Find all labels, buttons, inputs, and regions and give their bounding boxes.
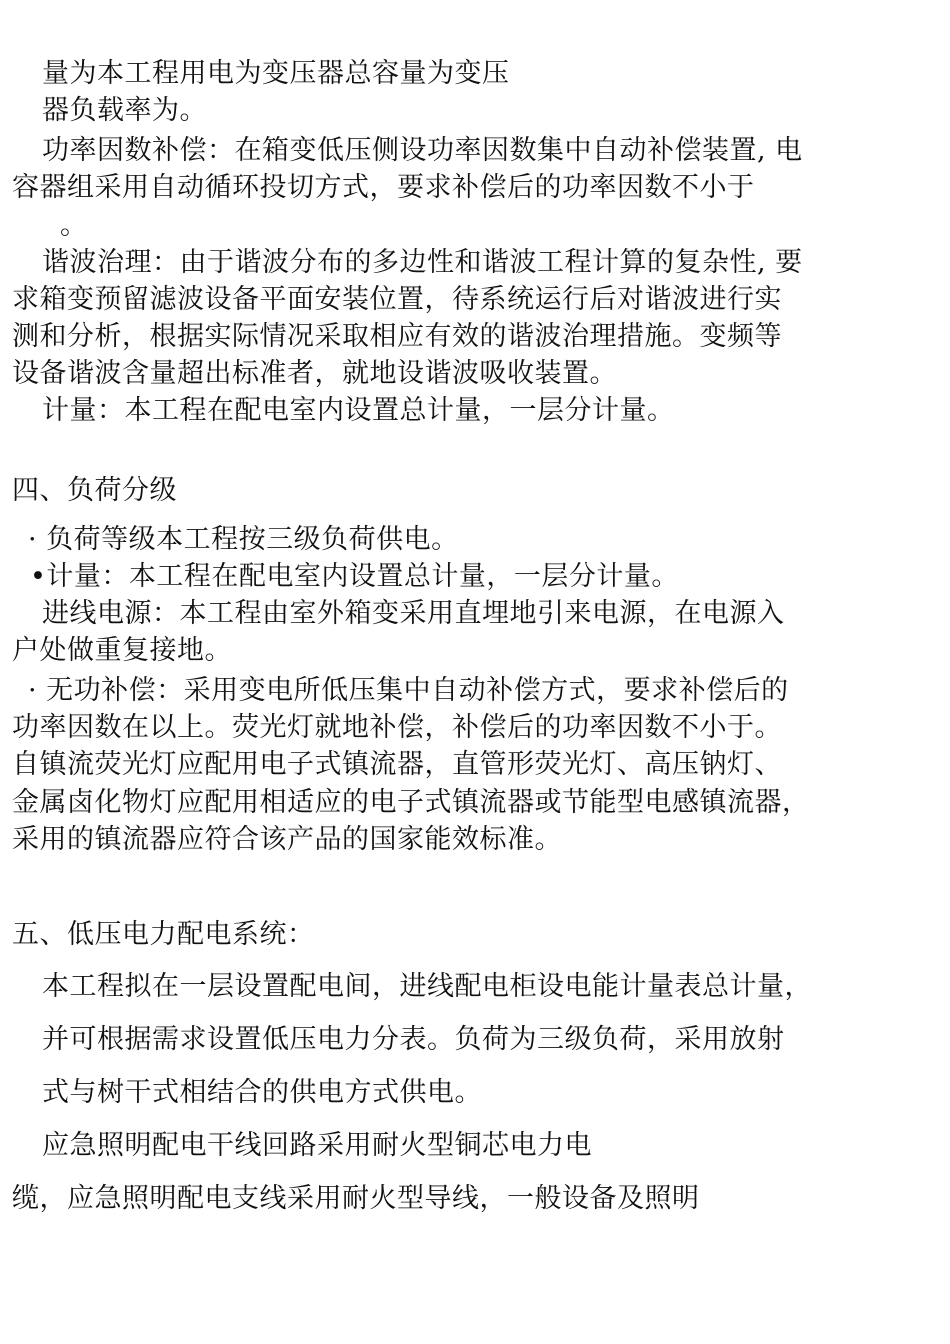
paragraph-line: 式与树干式相结合的供电方式供电。	[42, 1077, 482, 1108]
list-item: •计量：本工程在配电室内设置总计量，一层分计量。	[30, 561, 679, 592]
paragraph-line: 应急照明配电干线回路采用耐火型铜芯电力电	[42, 1130, 592, 1161]
paragraph-line: 求箱变预留滤波设备平面安装位置，待系统运行后对谐波进行实	[12, 284, 782, 315]
paragraph-line: 谐波治理：由于谐波分布的多边性和谐波工程计算的复杂性, 要	[42, 247, 803, 278]
paragraph-line: 设备谐波含量超出标准者，就地设谐波吸收装置。	[12, 358, 617, 389]
paragraph-line: 功率因数补偿：在箱变低压侧设功率因数集中自动补偿装置, 电	[42, 135, 803, 166]
paragraph-line: 本工程拟在一层设置配电间，进线配电柜设电能计量表总计量，	[42, 971, 812, 1002]
paragraph-line: 器负载率为。	[42, 95, 207, 126]
paragraph-line: 功率因数在以上。荧光灯就地补偿，补偿后的功率因数不小于。	[12, 712, 782, 743]
paragraph-line: 自镇流荧光灯应配用电子式镇流器，直管形荧光灯、高压钠灯、	[12, 749, 782, 780]
list-item: · 负荷等级本工程按三级负荷供电。	[28, 524, 459, 555]
paragraph-line: 并可根据需求设置低压电力分表。负荷为三级负荷，采用放射	[42, 1024, 785, 1055]
paragraph-line: 采用的镇流器应符合该产品的国家能效标准。	[12, 824, 562, 855]
paragraph-line: 量为本工程用电为变压器总容量为变压	[42, 58, 510, 89]
paragraph-line: 金属卤化物灯应配用相适应的电子式镇流器或节能型电感镇流器，	[12, 787, 810, 818]
paragraph-line: 计量：本工程在配电室内设置总计量，一层分计量。	[42, 395, 675, 426]
paragraph-line: 测和分析，根据实际情况采取相应有效的谐波治理措施。变频等	[12, 321, 782, 352]
paragraph-line: 缆，应急照明配电支线采用耐火型导线，一般设备及照明	[12, 1183, 700, 1214]
paragraph-line: 容器组采用自动循环投切方式，要求补偿后的功率因数不小于	[12, 172, 755, 203]
section-heading: 四、负荷分级	[12, 475, 177, 506]
paragraph-line: 进线电源：本工程由室外箱变采用直埋地引来电源，在电源入	[42, 598, 785, 629]
paragraph-line: 户处做重复接地。	[12, 635, 232, 666]
paragraph-line: 。	[60, 210, 88, 241]
section-heading: 五、低压电力配电系统：	[12, 919, 315, 950]
list-item: · 无功补偿：采用变电所低压集中自动补偿方式，要求补偿后的	[28, 675, 789, 706]
